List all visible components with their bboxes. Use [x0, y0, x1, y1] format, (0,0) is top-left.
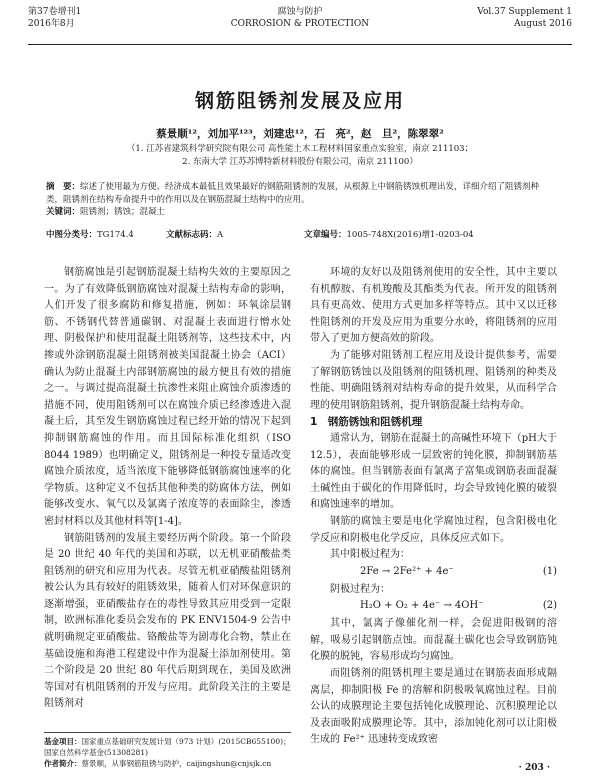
document-code [166, 228, 223, 240]
contact-text: 蔡景顺，从事钢筋阻锈与防护，caijingshun@cnjsjk.cn [81, 759, 272, 768]
paragraph: 为了能够对阻锈剂工程应用及设计提供参考，需要了解钢筋锈蚀以及阻锈剂的阻锈机理、阻锈剂的种类及性能、明确阻锈剂对结构寿命的提升效果，从而科学合理的使用钢筋阻锈剂，提升钢筋混凝土结构寿命。 [310, 349, 557, 411]
abstract [46, 181, 554, 206]
fund-label: 基金项目： [44, 737, 82, 746]
paragraph: 环境的友好以及阻锈剂使用的安全性，其中主要以有机醇胺、有机羧酸及其酯类为代表。所开发的阻锈剂具有更高效、使用方式更加多样等特点。其中又以迁移性阻锈剂的开发及应用为重要分水岭，将阻锈剂的应用带入了更加方便高效的阶段。 [310, 267, 557, 345]
paragraph: 钢筋的腐蚀主要是电化学腐蚀过程，包含阳极电化学反应和阴极电化学反应，具体反应式如下。 [310, 515, 557, 544]
equation-2-expression: H₂O + O₂ + 4e⁻ → 4OH⁻ [360, 600, 484, 612]
section-heading: 1 钢筋锈蚀和阻锈机理 [310, 416, 423, 429]
clc-number [46, 228, 134, 240]
doc-code-label: 文献标志码： [166, 230, 218, 240]
cathode-label: 阴极过程为： [330, 583, 390, 595]
equation-2 [310, 598, 557, 616]
left-column [44, 265, 291, 713]
header-volume: 第37卷增刊1 [28, 7, 82, 17]
article-meta [46, 228, 554, 240]
contact-label: 作者简介： [44, 759, 82, 768]
equation-2-number: (2) [542, 600, 557, 612]
fund-note [44, 736, 291, 758]
abstract-block [46, 181, 554, 219]
doc-code-value: A [217, 230, 224, 240]
article-title: 钢筋阻锈剂发展及应用 [194, 90, 405, 112]
paragraph: 其中，氯离子像催化剂一样，会促进阳极钢的溶解，吸易引起钢筋点蚀。而混凝土碳化也会导致钢筋钝化膜的脱钝，容易形成均匀腐蚀。 [310, 618, 557, 663]
header-volume-en-line: Vol.37 Supplement 1 [477, 7, 572, 17]
keywords-label: 关键词： [46, 207, 81, 217]
journal-name-cn: 腐蚀与防护 [277, 7, 323, 17]
clc-label: 中图分类号： [46, 230, 98, 240]
header-date: 2016年8月 [28, 19, 75, 29]
running-header [28, 6, 572, 45]
author-list: 蔡景顺¹²，刘加平¹²³，刘建忠¹²，石 亮²，赵 旦²，陈翠翠² [156, 128, 444, 140]
footnote [44, 732, 291, 769]
fund-text: 国家重点基础研究发展计划（973 计划）(2015CB655100)；国家自然科学基金(51308281) [44, 737, 291, 757]
equation-1-expression: 2Fe → 2Fe²⁺ + 4e⁻ [360, 565, 454, 577]
anode-label: 其中阳极过程为： [330, 549, 410, 561]
contact-note [44, 758, 291, 769]
header-date-en: August 2016 [514, 19, 572, 29]
abstract-label: 摘 要： [46, 182, 81, 192]
abstract-text: 综述了使用最为方便、经济成本最低且效果最好的钢筋阻锈剂的发展，从根源上中钢筋锈蚀机理出发，详细介绍了阻锈剂种类，阻锈剂在结构寿命提升中的作用以及在钢筋混凝土结构中的应用。 [46, 182, 540, 205]
paragraph: 钢筋腐蚀是引起钢筋混凝土结构失效的主要原因之一。为了有效降低钢筋腐蚀对混凝土结构寿命的影响，人们开发了很多腐防和修复措施，例如：环氧涂层钢筋、不锈钢代替普通碳钢、对混凝土表面进行憎水处理、阴极保护和使用混凝土阻锈剂等，这些技术中，内掺或外涂钢筋混凝土阻锈剂被美国混凝土协会（ACI）确认为防止混凝土内部钢筋腐蚀的最方便且有效的措施之一。与调过提高混凝土抗渗性来阻止腐蚀介质渗透的措施不同，使用阻锈剂可以在腐蚀介质已经渗透进入混凝土后，其至发生钢筋腐蚀过程已经开始的情况下起到抑制钢筋腐蚀的作用。而且国际标准化组织（ISO 8044 1989）也明确定义，阻锈剂是一种投专量适改变腐蚀介质浓度，适当浓度下能够降低钢筋腐蚀速率的化学物质。这种定义不包括其他种类的防腐体方法，例如能够改变水、氧气以及氯离子浓度等的表面除尘，渗透密封材料以及其他材料等[1-4]。 [44, 267, 291, 527]
right-column [310, 265, 557, 749]
clc-value: TG174.4 [97, 230, 134, 240]
keywords [46, 206, 554, 219]
paragraph: 而阻锈剂的阻锈机理主要是通过在钢筋表面形成隔离层，抑制阳极 Fe 的溶解和阴极吸氧腐蚀过程。目前公认的成膜理论主要包括钝化成膜理论、沉积膜理论以及表面吸附成膜理论等。其中，添加钝化剂可以让阳极生成的 Fe²⁺ 迅速转变成致密 [310, 668, 557, 746]
equation-1-number: (1) [542, 565, 557, 577]
article-number [304, 228, 474, 240]
affiliation-2: 2. 东南大学 江苏苏博特新材料股份有限公司，南京 211100） [182, 157, 418, 167]
affiliation-1: （1. 江苏省建筑科学研究院有限公司 高性能土木工程材料国家重点实验室，南京 211103； [126, 144, 474, 154]
affiliations [0, 143, 600, 169]
article-no-label: 文章编号： [304, 230, 347, 240]
header-volume-en [477, 6, 572, 30]
journal-name-en: CORROSION & PROTECTION [230, 19, 370, 29]
equation-1 [310, 564, 557, 582]
paragraph: 通常认为，钢筋在混凝土的高碱性环境下（pH大于 12.5），表面能够形成一层致密的钝化膜，抑制钢筋基体的腐蚀。但当钢筋表面有氯离子富集或钢筋表面混凝土碱性由于碳化的作用降低时，均会导致钝化膜的破裂和腐蚀速率的增加。 [310, 432, 557, 511]
keywords-text: 阻锈剂；锈蚀；混凝土 [80, 207, 166, 217]
article-no-value: 1005-748X(2016)增1-0203-04 [346, 230, 474, 240]
page-number: · 203 · [518, 763, 550, 773]
paragraph: 钢筋阻锈剂的发展主要经历两个阶段。第一个阶段是 20 世纪 40 年代的美国和苏联，以无机亚硝酸盐类阻锈剂的研究和应用为代表。尽管无机亚硝酸盐阻锈剂被公认为具有较好的阻锈效果，随着人们对环保意识的逐渐增强，亚硝酸盐存在的毒性导致其应用受到一定限制，欧洲标准化委员会发布的 PK ENV1504-9 公告中就明确规定亚硝酸盐、铬酸盐等为剧毒化合物，禁止在基础设施和海港工程建设中作为混凝土添加剂使用。第二个阶段是 20 世纪 80 年代后期到现在，美国及欧洲等国对有机阻锈剂的开发与应用。此阶段关注的主要是阻锈剂对 [44, 532, 291, 710]
